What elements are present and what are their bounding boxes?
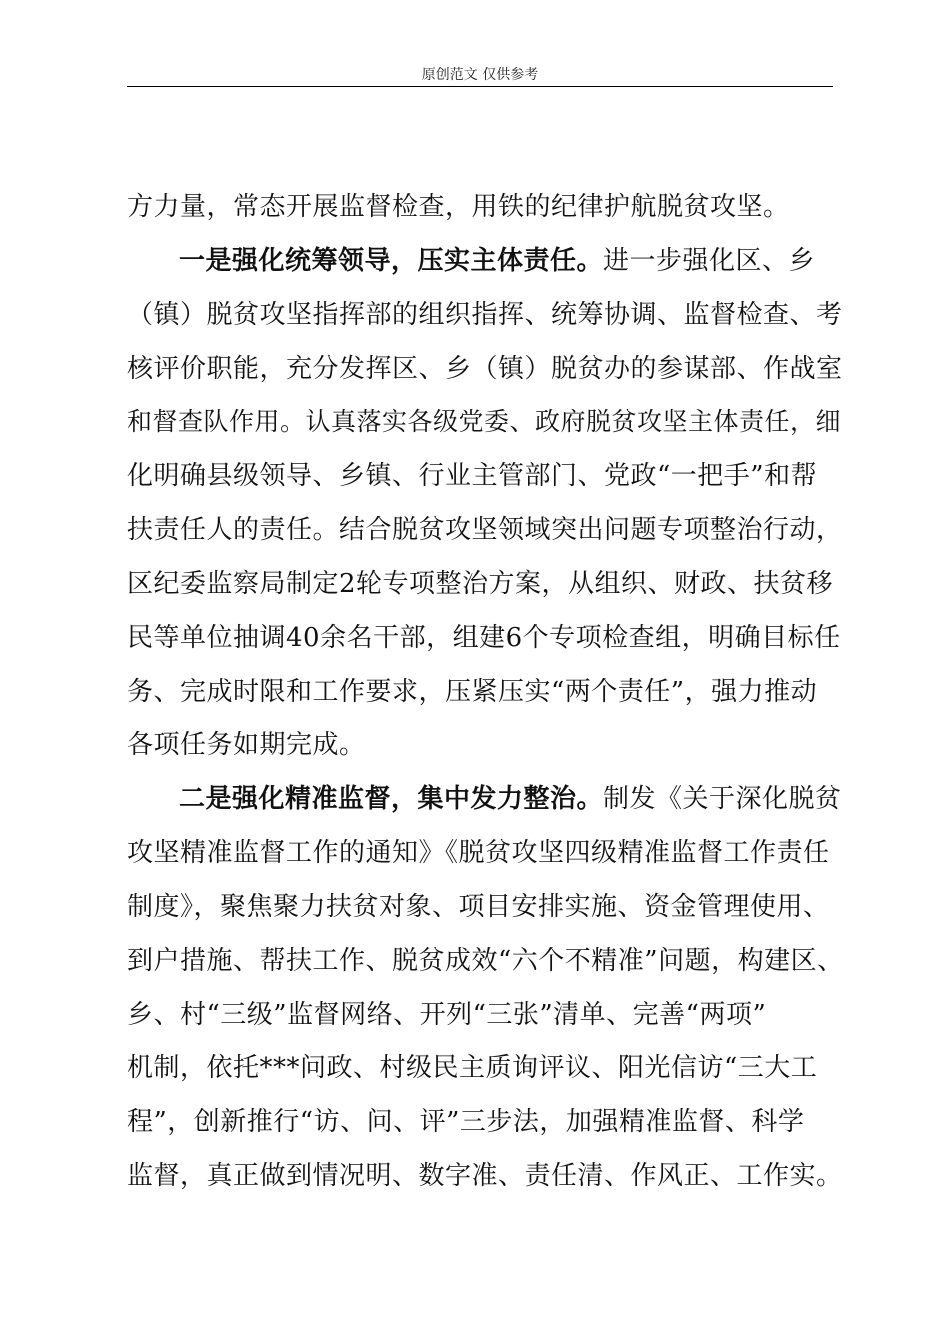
body-line (127, 944, 844, 978)
line-text: 程”，创新推行“访、问、评”三步法，加强精准监督、科学 (127, 1107, 805, 1137)
body-line (127, 1159, 843, 1193)
line-text: 进一步强化区、乡 (603, 246, 816, 276)
line-text: 各项任务如期完成。 (127, 730, 366, 760)
section-heading-line (179, 244, 815, 278)
line-text: 化明确县级领导、乡镇、行业主管部门、党政“一把手”和帮 (127, 461, 818, 491)
body-line (127, 190, 790, 224)
line-text: 民等单位抽调40余名干部，组建6个专项检查组，明确目标任 (127, 623, 841, 653)
section-heading: 一是强化统筹领导，压实主体责任。 (179, 246, 604, 276)
body-line (127, 298, 843, 332)
line-text: 扶责任人的责任。结合脱贫攻坚领域突出问题专项整治行动， (127, 515, 843, 545)
line-text: 制发《关于深化脱贫 (603, 784, 842, 814)
header-rule (127, 86, 833, 87)
line-text: （镇）脱贫攻坚指挥部的组织指挥、统筹协调、监督检查、考 (127, 300, 843, 330)
body-line (127, 1105, 804, 1139)
line-text: 机制，依托***问政、村级民主质询评议、阳光信访“三大工 (127, 1053, 818, 1083)
line-text: 核评价职能，充分发挥区、乡（镇）脱贫办的参谋部、作战室 (127, 354, 843, 384)
line-text: 制度》，聚焦聚力扶贫对象、项目安排实施、资金管理使用、 (127, 892, 830, 922)
section-heading: 二是强化精准监督，集中发力整治。 (179, 784, 604, 814)
body-line (127, 459, 817, 493)
page-header: 原创范文 仅供参考 (421, 67, 539, 83)
line-text: 监督，真正做到情况明、数字准、责任清、作风正、工作实。 (127, 1161, 843, 1191)
body-line (127, 621, 841, 655)
body-line (127, 836, 830, 870)
body-line (127, 890, 830, 924)
line-text: 区纪委监察局制定2轮专项整治方案，从组织、财政、扶贫移 (127, 569, 834, 599)
line-text: 方力量，常态开展监督检查，用铁的纪律护航脱贫攻坚。 (127, 192, 790, 222)
body-line (127, 405, 841, 439)
section-heading-line (179, 782, 842, 816)
line-text: 乡、村“三级”监督网络、开列“三张”清单、完善“两项” (127, 1000, 767, 1030)
body-line (127, 998, 766, 1032)
body-line (127, 1051, 817, 1085)
body-line (127, 352, 843, 386)
body-line (127, 728, 366, 762)
line-text: 和督查队作用。认真落实各级党委、政府脱贫攻坚主体责任，细 (127, 407, 842, 436)
body-line (127, 675, 817, 709)
line-text: 务、完成时限和工作要求，压紧压实“两个责任”，强力推动 (127, 677, 818, 707)
body-line (127, 513, 843, 547)
body-line (127, 567, 833, 601)
line-text: 攻坚精准监督工作的通知》《脱贫攻坚四级精准监督工作责任 (127, 838, 830, 868)
line-text: 到户措施、帮扶工作、脱贫成效“六个不精准”问题，构建区、 (127, 946, 844, 976)
